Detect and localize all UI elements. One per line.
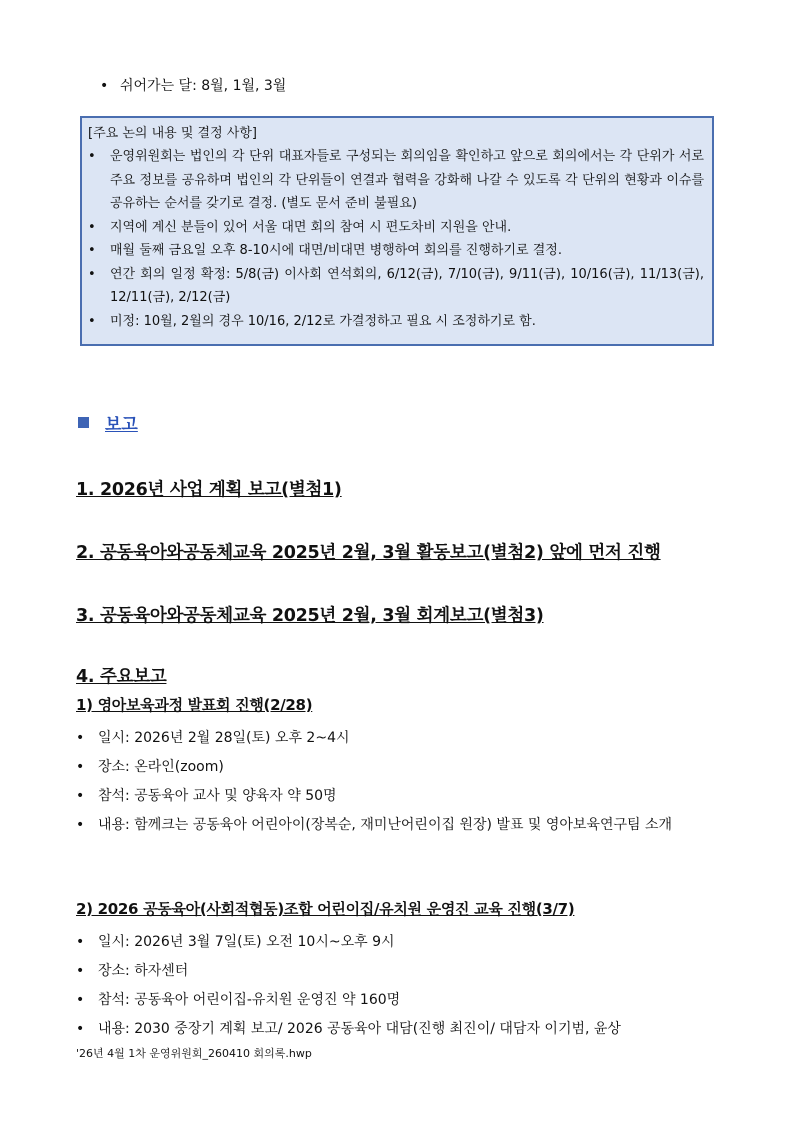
decision-item: • 연간 회의 일정 확정: 5/8(금) 이사회 연석회의, 6/12(금), 7/10(금), 9/11(금), 10/16(금), 11/13(금), 12/11(금), 2/12(금) bbox=[88, 266, 704, 305]
decision-item: • 매월 둘째 금요일 오후 8-10시에 대면/비대면 병행하여 회의를 진행하기로 결정. bbox=[88, 243, 562, 258]
decision-box-title: [주요 논의 내용 및 결정 사항] bbox=[88, 126, 257, 141]
list-item: • 장소: 하자센터 bbox=[76, 963, 189, 979]
report-1-title: 1) 영아보육과정 발표회 진행(2/28) bbox=[76, 696, 313, 714]
report-1-list bbox=[76, 724, 716, 840]
heading-4: 4. 주요보고 bbox=[76, 667, 167, 687]
section-heading-report bbox=[78, 410, 138, 435]
list-item: • 내용: 2030 중장기 계획 보고/ 2026 공동육아 대담(진행 최진이/ 대담자 이기범, 윤상 bbox=[76, 1021, 621, 1037]
list-item: • 참석: 공동육아 어린이집-유치원 운영진 약 160명 bbox=[76, 992, 401, 1008]
heading-2: 2. 공동육아와공동체교육 2025년 2월, 3월 활동보고(별첨2) 앞에 먼저 진행 bbox=[76, 543, 661, 563]
report-2-list bbox=[76, 928, 716, 1044]
list-item: • 일시: 2026년 2월 28일(토) 오후 2~4시 bbox=[76, 730, 350, 746]
list-item: • 참석: 공동육아 교사 및 양육자 약 50명 bbox=[76, 788, 337, 804]
square-bullet-icon bbox=[78, 417, 89, 428]
top-bullet: • 쉬어가는 달: 8월, 1월, 3월 bbox=[100, 74, 286, 98]
heading-1: 1. 2026년 사업 계획 보고(별첨1) bbox=[76, 480, 342, 500]
decision-item: • 지역에 계신 분들이 있어 서울 대면 회의 참여 시 편도차비 지원을 안내. bbox=[88, 219, 512, 235]
decision-item: • 미정: 10월, 2월의 경우 10/16, 2/12로 가결정하고 필요 시 조정하기로 함. bbox=[88, 313, 536, 329]
list-item: • 내용: 함께크는 공동육아 어린아이(장복순, 재미난어린이집 원장) 발표 및 영아보육연구팀 소개 bbox=[76, 817, 673, 833]
list-item: • 장소: 온라인(zoom) bbox=[76, 759, 224, 775]
decision-item: • 운영위원회는 법인의 각 단위 대표자들로 구성되는 회의임을 확인하고 앞으로 회의에서는 각 단위가 서로 주요 정보를 공유하며 법인의 각 단위들이 연결과 협력을 강화해 나갈 수 있도록 각 단위의 현황과 이슈를 공유하는 순서를 갖기로 결정. (별도 문서 준비 불필요) bbox=[88, 149, 704, 211]
top-bullet-text: 쉬어가는 달: 8월, 1월, 3월 bbox=[120, 78, 287, 94]
report-2-title: 2) 2026 공동육아(사회적협동)조합 어린이집/유치원 운영진 교육 진행(3/7) bbox=[76, 900, 575, 918]
list-item: • 일시: 2026년 3월 7일(토) 오전 10시~오후 9시 bbox=[76, 934, 395, 950]
heading-3: 3. 공동육아와공동체교육 2025년 2월, 3월 회계보고(별첨3) bbox=[76, 606, 544, 626]
decision-box bbox=[80, 116, 714, 346]
section-label: 보고 bbox=[105, 415, 138, 435]
footer-filename: '26년 4월 1차 운영위원회_260410 회의록.hwp bbox=[76, 1047, 312, 1060]
